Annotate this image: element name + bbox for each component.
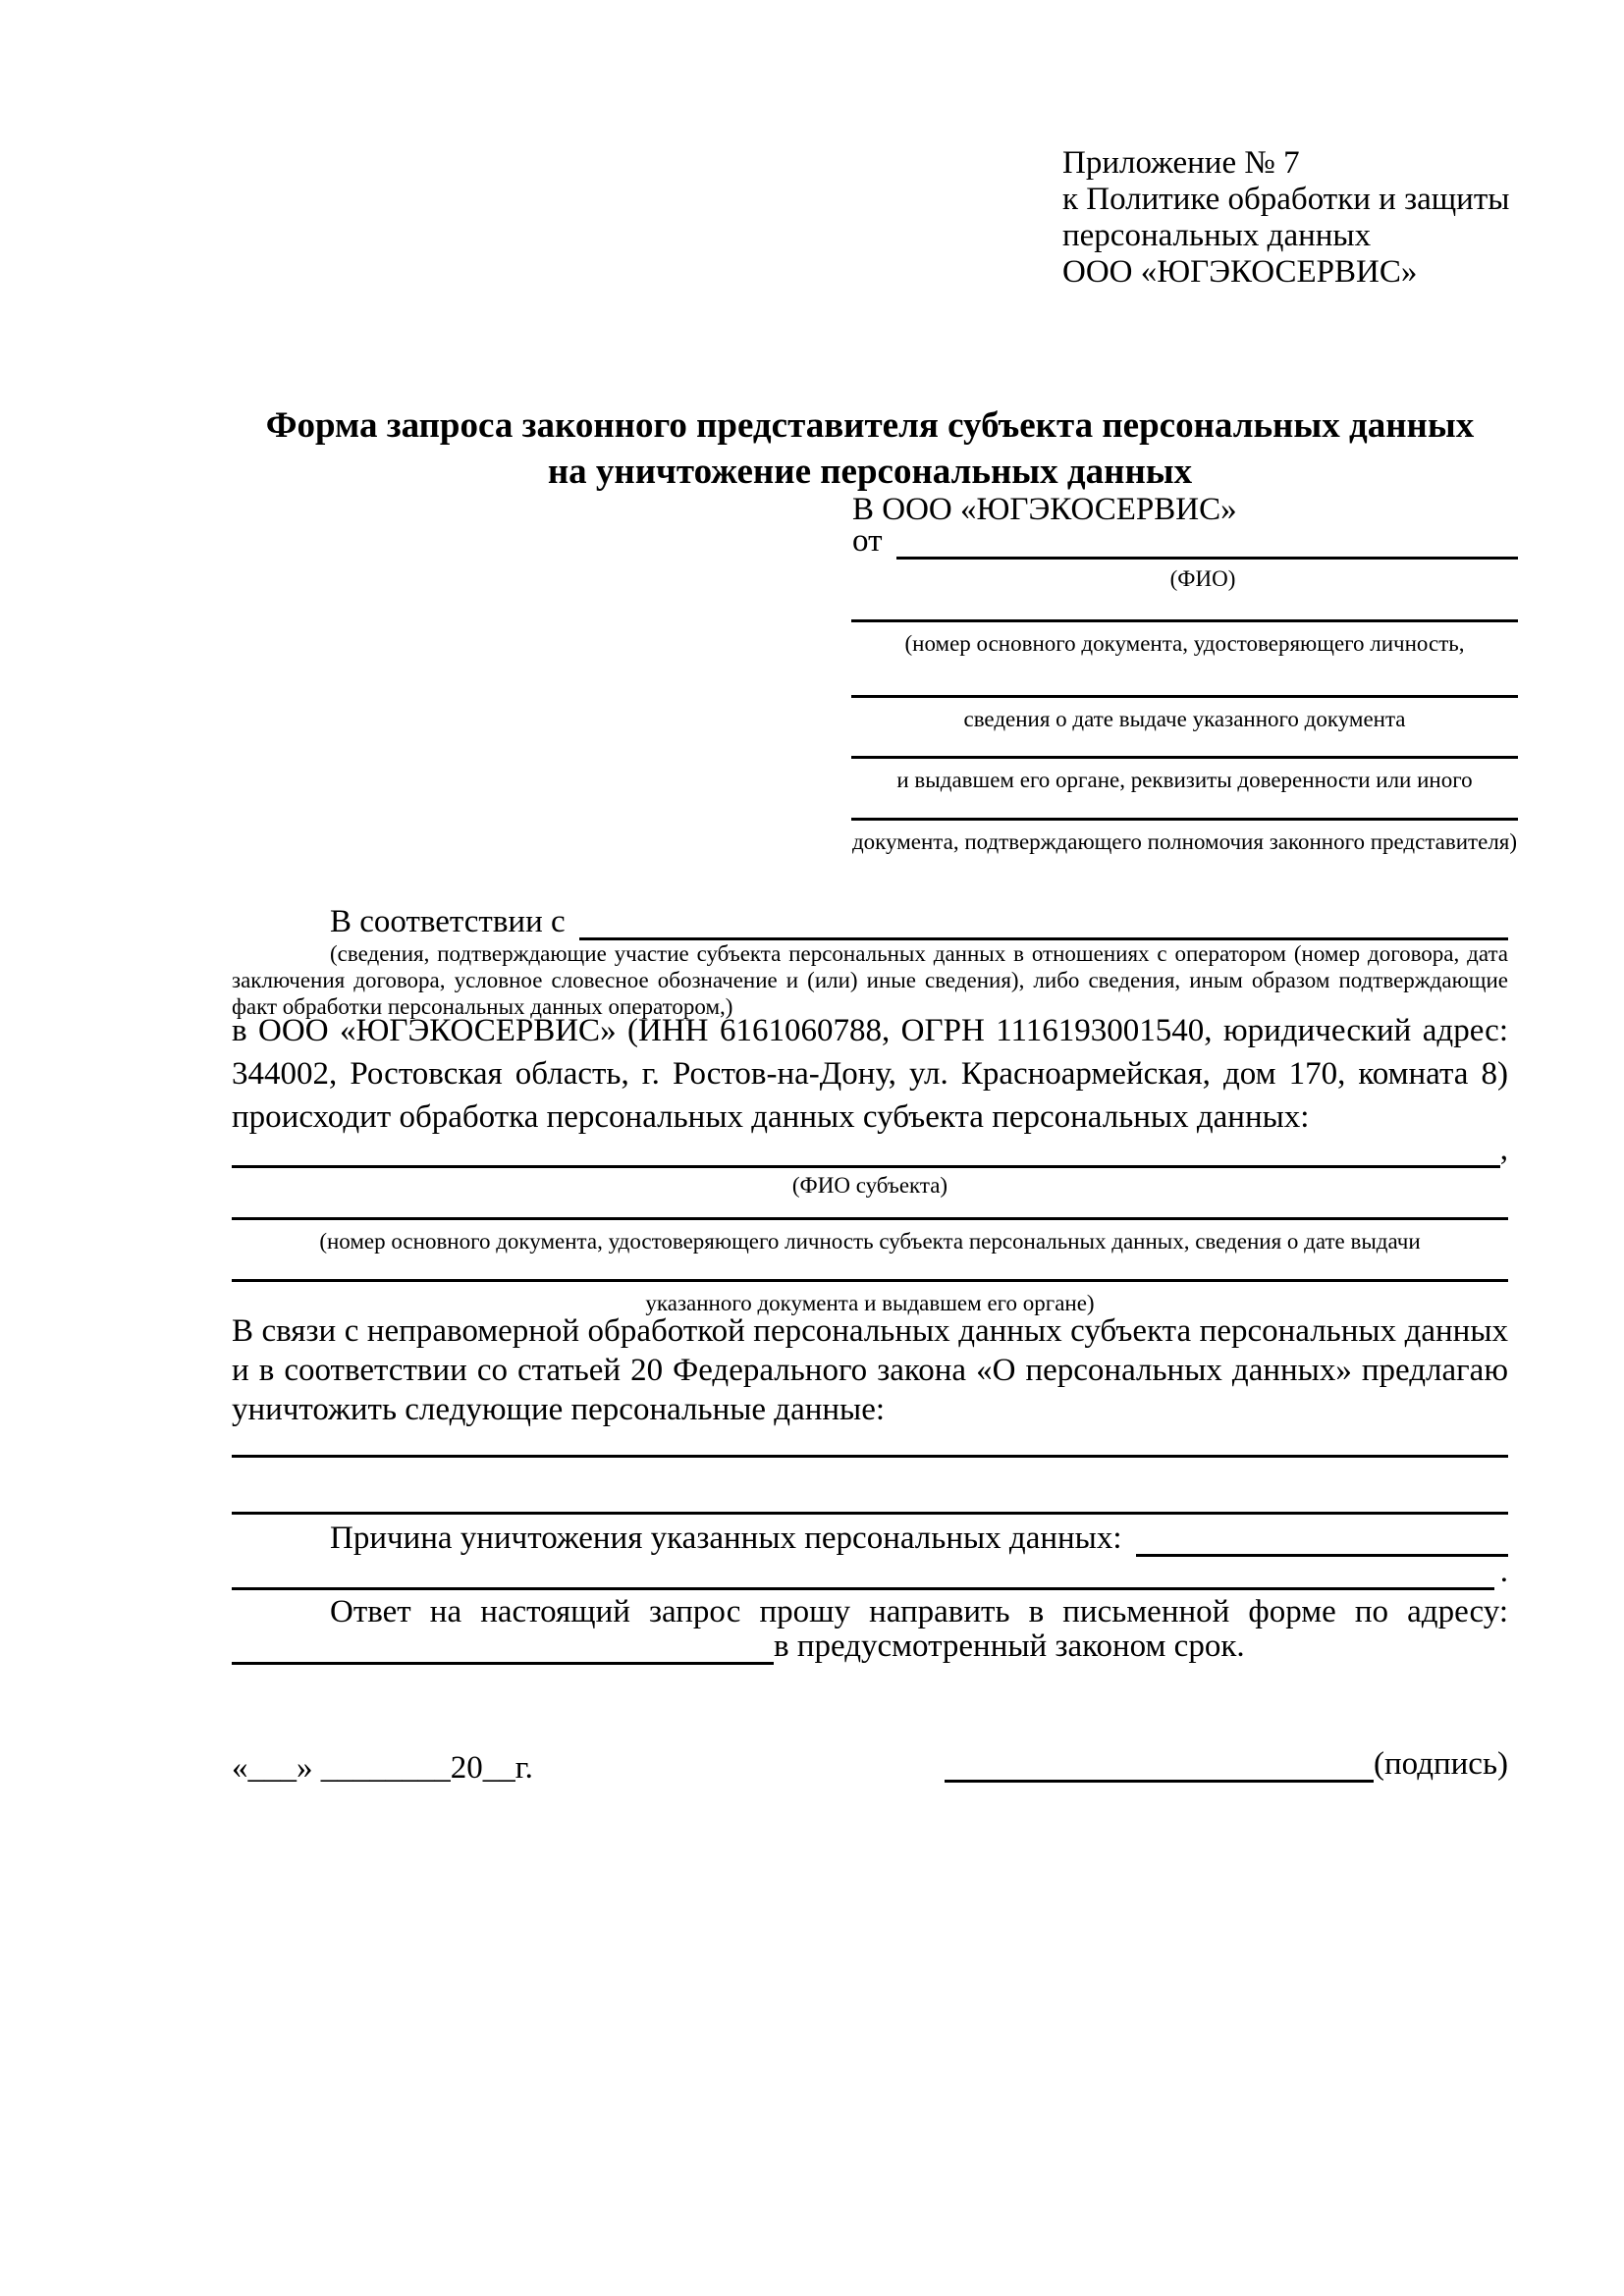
fill-line-data-2 [232,1512,1508,1515]
form-title [232,402,1508,495]
response-tail-row [232,1628,1508,1665]
caption-subject-doc-2: указанного документа и выдавшем его органе) [645,1291,1095,1315]
fill-line-signature [945,1745,1374,1783]
fill-line-reason-1 [1136,1520,1508,1557]
reason-row [232,1520,1508,1557]
caption-doc-2: сведения о дате выдаче указанного документа [963,707,1406,731]
reason-period: . [1499,1554,1508,1589]
appendix-note-line: ООО «ЮГЭКОСЕРВИС» [1062,254,1418,290]
response-tail: в предусмотренный законом срок. [774,1629,1245,1664]
appendix-note-line: персональных данных [1062,218,1372,253]
fill-line-data-1 [232,1455,1508,1458]
from-row [852,522,1518,560]
appendix-note-line: к Политике обработки и защиты [1062,182,1510,217]
fill-line-doc-4 [851,818,1518,821]
fill-line-subject-doc-1 [232,1217,1508,1220]
fill-line-doc-3 [851,756,1518,759]
form-title-line-1: Форма запроса законного представителя субъекта персональных данных [265,405,1475,446]
signature-caption: (подпись) [1374,1746,1508,1782]
fill-line-reason-2 [232,1553,1494,1590]
from-label: от [852,523,883,559]
reason-label: Причина уничтожения указанных персональных данных: [330,1521,1122,1556]
addressee-company: В ООО «ЮГЭКОСЕРВИС» [852,492,1237,527]
fill-line-subject-fio [232,1131,1500,1168]
fill-line-accordance [579,903,1508,940]
response-paragraph: Ответ на настоящий запрос прошу направить в письменной форме по адресу: [330,1594,1508,1629]
caption-doc-3: и выдавшем его органе, реквизиты доверенности или иного [896,768,1473,792]
accordance-label: В соответствии с [330,904,566,939]
signature-row [945,1745,1508,1783]
date-line: «___» ________20__г. [232,1750,533,1786]
accordance-row [330,903,1508,940]
caption-doc-1: (номер основного документа, удостоверяющего личность, [904,631,1465,656]
caption-subject-doc-1: (номер основного документа, удостоверяющего личность субъекта персональных данных, сведения о дате выдачи [319,1229,1421,1254]
caption-doc-4: документа, подтверждающего полномочия законного представителя) [851,829,1518,854]
fill-line-subject-doc-2 [232,1279,1508,1282]
appendix-note [1062,145,1524,291]
caption-fio: (ФИО) [1169,566,1236,591]
accordance-caption: (сведения, подтверждающие участие субъекта персональных данных в отношениях с оператором (номер договора, дата заключения договора, условное словесное обозначение и (или) иные сведения), либо сведения, иным образом подтверждающие факт обработки персональных данных оператором,) [232,941,1508,1019]
operator-paragraph: в ООО «ЮГЭКОСЕРВИС» (ИНН 6161060788, ОГРН 1116193001540, юридический адрес: 344002, Ростовская область, г. Ростов-на-Дону, ул. Красноармейская, дом 170, комната 8) происходит обработка персональных данных субъекта персональных данных: [232,1013,1508,1135]
request-paragraph: В связи с неправомерной обработкой персональных данных субъекта персональных данных и в соответствии со статьей 20 Федерального закона «О персональных данных» предлагаю уничтожить следующие персональные данные: [232,1313,1508,1427]
caption-subject-fio: (ФИО субъекта) [791,1173,948,1198]
subject-comma: , [1499,1132,1508,1167]
fill-line-response-address [232,1628,774,1665]
fill-line-representative-fio [896,522,1519,560]
form-title-line-2: на уничтожение персональных данных [547,452,1193,492]
appendix-note-line: Приложение № 7 [1062,145,1300,181]
fill-line-doc-2 [851,695,1518,698]
subject-fio-row [232,1131,1508,1168]
reason-row-2 [232,1553,1508,1590]
fill-line-doc-1 [851,619,1518,622]
